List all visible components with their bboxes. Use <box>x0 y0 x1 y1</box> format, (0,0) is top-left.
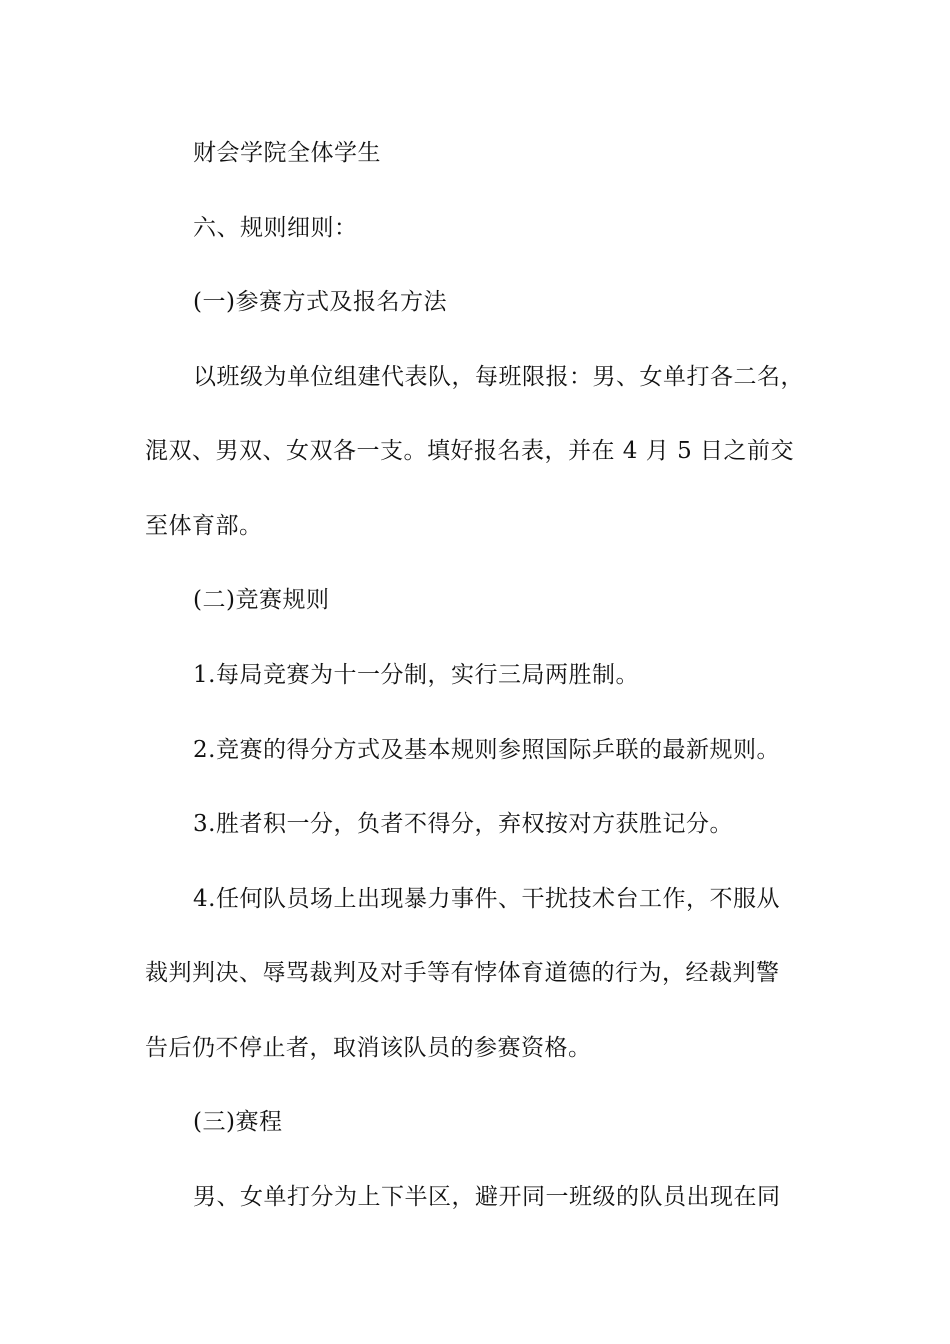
rule-item-4-line-1: 4.任何队员场上出现暴力事件、干扰技术台工作，不服从 <box>193 886 780 912</box>
subheading-registration: (一)参赛方式及报名方法 <box>193 289 447 315</box>
rule-item-1: 1.每局竞赛为十一分制，实行三局两胜制。 <box>193 662 639 688</box>
paragraph-schedule-line-1: 男、女单打分为上下半区，避开同一班级的队员出现在同 <box>193 1184 781 1210</box>
rule-item-2: 2.竞赛的得分方式及基本规则参照国际乒联的最新规则。 <box>193 737 780 763</box>
rule-item-4-line-3: 告后仍不停止者，取消该队员的参赛资格。 <box>145 1035 592 1061</box>
participants-line: 财会学院全体学生 <box>193 140 381 166</box>
rule-item-3: 3.胜者积一分，负者不得分，弃权按对方获胜记分。 <box>193 811 733 837</box>
paragraph-registration-line-1: 以班级为单位组建代表队，每班限报：男、女单打各二名， <box>193 364 804 390</box>
paragraph-registration-line-2: 混双、男双、女双各一支。填好报名表，并在 4 月 5 日之前交 <box>145 438 795 464</box>
paragraph-registration-line-3: 至体育部。 <box>145 513 263 539</box>
rule-item-4-line-2: 裁判判决、辱骂裁判及对手等有悖体育道德的行为，经裁判警 <box>145 960 780 986</box>
section-heading-rules: 六、规则细则： <box>193 215 358 241</box>
subheading-competition-rules: (二)竞赛规则 <box>193 587 330 613</box>
subheading-schedule: (三)赛程 <box>193 1109 283 1135</box>
